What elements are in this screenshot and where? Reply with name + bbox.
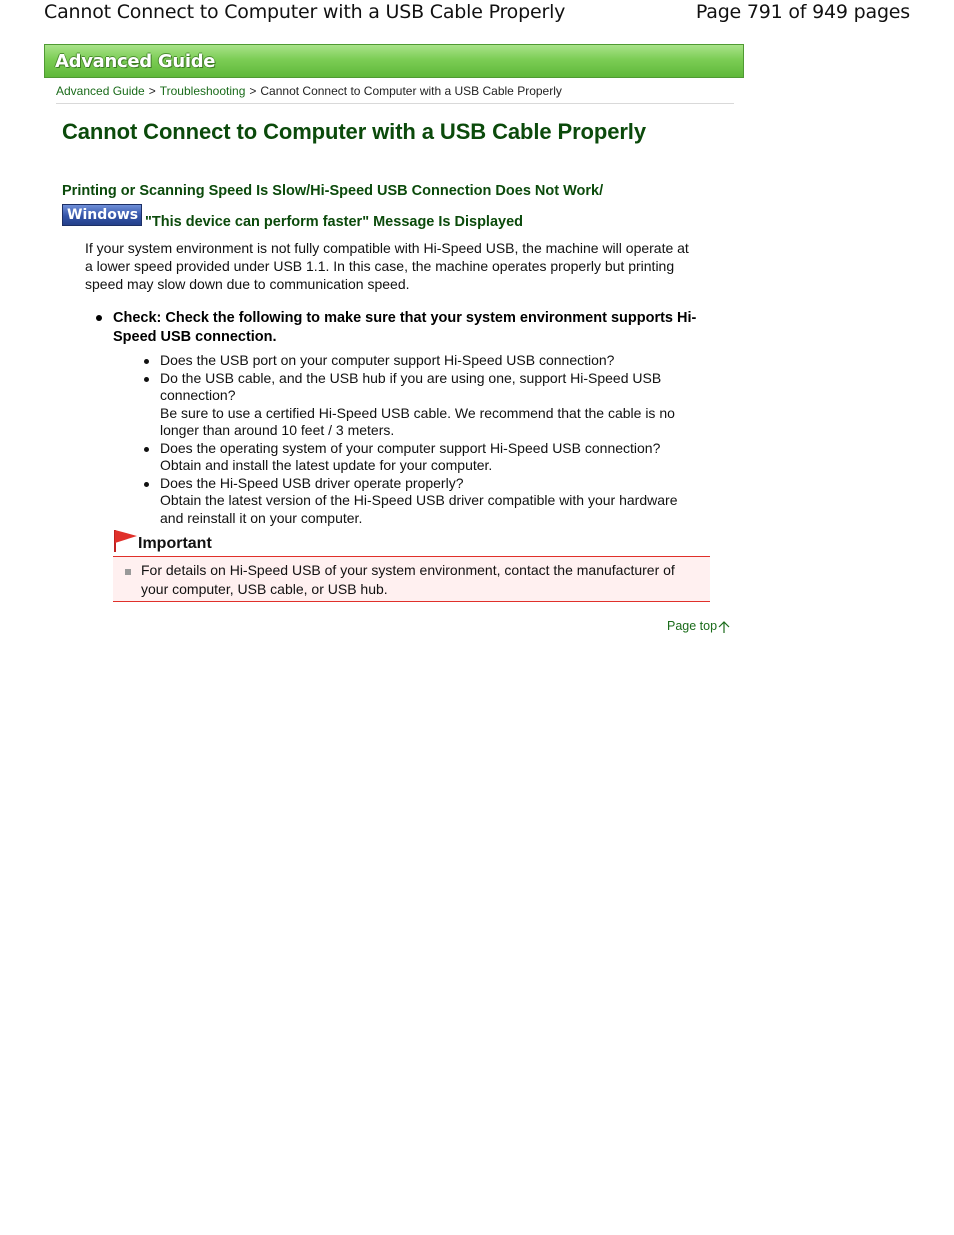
important-text: For details on Hi-Speed USB of your system environment, contact the manufacturer of your computer, USB cable, or USB hub. <box>141 562 675 597</box>
item-detail: Obtain the latest version of the Hi-Speed USB driver compatible with your hardware and reinstall it on your computer. <box>160 492 678 526</box>
intro-paragraph: If your system environment is not fully compatible with Hi-Speed USB, the machine will operate at a lower speed provided under USB 1.1. In this case, the machine operates properly but printing speed may slow down due to communication speed. <box>85 240 689 292</box>
advanced-guide-banner <box>44 44 744 78</box>
checklist <box>142 352 702 527</box>
windows-icon <box>62 204 142 226</box>
bullet-icon <box>144 482 149 487</box>
list-item <box>142 370 702 440</box>
page-top-link[interactable]: Page top <box>667 619 718 633</box>
bullet-icon <box>144 359 149 364</box>
breadcrumb-separator: > <box>249 84 257 98</box>
important-header <box>113 529 713 555</box>
arrow-up-icon[interactable] <box>718 620 730 634</box>
item-detail: Be sure to use a certified Hi-Speed USB cable. We recommend that the cable is no longer than around 10 feet / 3 meters. <box>160 404 675 438</box>
section-heading-line1: Printing or Scanning Speed Is Slow/Hi-Speed USB Connection Does Not Work/ <box>62 183 604 199</box>
list-item <box>142 475 702 528</box>
item-question: Do the USB cable, and the USB hub if you are using one, support Hi-Speed USB connection? <box>160 369 662 403</box>
item-question: Does the Hi-Speed USB driver operate properly? <box>160 474 464 491</box>
document-title: Cannot Connect to Computer with a USB Cable Properly <box>44 1 566 23</box>
list-item <box>142 352 702 370</box>
important-note <box>113 556 710 602</box>
section-heading-line2: "This device can perform faster" Message Is Displayed <box>145 214 524 230</box>
breadcrumb <box>56 83 562 99</box>
breadcrumb-current: Cannot Connect to Computer with a USB Cable Properly <box>260 84 562 98</box>
page-heading: Cannot Connect to Computer with a USB Cable Properly <box>62 119 646 144</box>
bullet-icon <box>144 377 149 382</box>
bullet-icon <box>96 315 102 321</box>
divider <box>56 103 734 104</box>
windows-badge-label: Windows <box>67 207 139 223</box>
item-question: Does the USB port on your computer support Hi-Speed USB connection? <box>160 352 615 368</box>
square-bullet-icon <box>125 569 131 575</box>
red-flag-icon <box>113 529 139 553</box>
important-label: Important <box>138 535 212 552</box>
breadcrumb-link-troubleshooting[interactable]: Troubleshooting <box>159 84 246 98</box>
item-question: Does the operating system of your computer support Hi-Speed USB connection? <box>160 439 661 456</box>
bullet-icon <box>144 447 149 452</box>
breadcrumb-link-advanced-guide[interactable]: Advanced Guide <box>56 84 145 98</box>
check-text: Check: Check the following to make sure that your system environment supports Hi-Speed USB connection. <box>113 310 697 345</box>
page-counter: Page 791 of 949 pages <box>695 1 910 23</box>
banner-label: Advanced Guide <box>55 51 216 72</box>
list-item <box>142 440 702 475</box>
item-detail: Obtain and install the latest update for your computer. <box>160 457 493 473</box>
breadcrumb-separator: > <box>148 84 156 98</box>
